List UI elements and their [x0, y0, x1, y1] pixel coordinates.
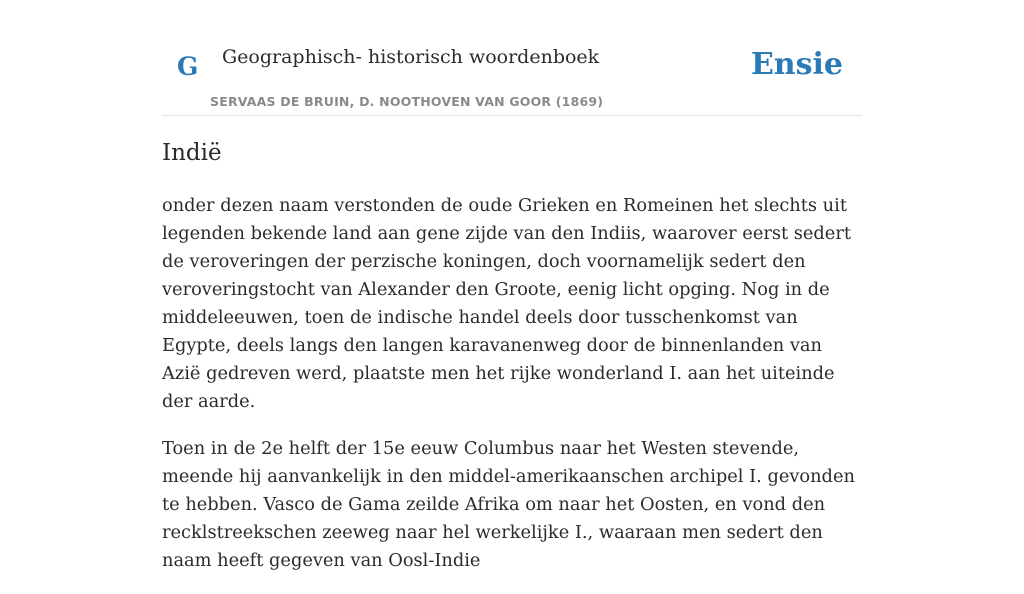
entry-paragraph: Toen in de 2e helft der 15e eeuw Columbus naar het Westen stevende, meende hij aanvankelijk in den middel-amerikaanschen archipel I. gevonden te hebben. Vasco de Gama zeilde Afrika om naar het Oosten, en vond den recklstreekschen zeeweg naar hel werkelijke I., waaraan men sedert den naam heeft gegeven van Oosl-Indie: [162, 438, 855, 571]
book-authors: SERVAAS DE BRUIN, D. NOOTHOVEN VAN GOOR (1869): [210, 94, 604, 109]
ensie-logo[interactable]: Ensie: [750, 47, 843, 82]
header: [162, 0, 862, 116]
book-letter-icon[interactable]: G: [177, 52, 199, 81]
entry-body: [162, 192, 862, 594]
page: [162, 0, 862, 571]
entry-title: Indië: [162, 140, 222, 166]
entry-paragraph: onder dezen naam verstonden de oude Grieken en Romeinen het slechts uit legenden bekende land aan gene zijde van den Indiis, waarover eerst sedert de veroveringen der perzische koningen, doch voornamelijk sedert den veroveringstocht van Alexander den Groote, eenig licht opging. Nog in de middeleeuwen, toen de indische handel deels door tusschenkomst van Egypte, deels langs den langen karavanenweg door de binnenlanden van Azië gedreven werd, plaatste men het rijke wonderland I. aan het uiteinde der aarde.: [162, 195, 851, 412]
book-title[interactable]: Geographisch- historisch woordenboek: [222, 46, 600, 68]
